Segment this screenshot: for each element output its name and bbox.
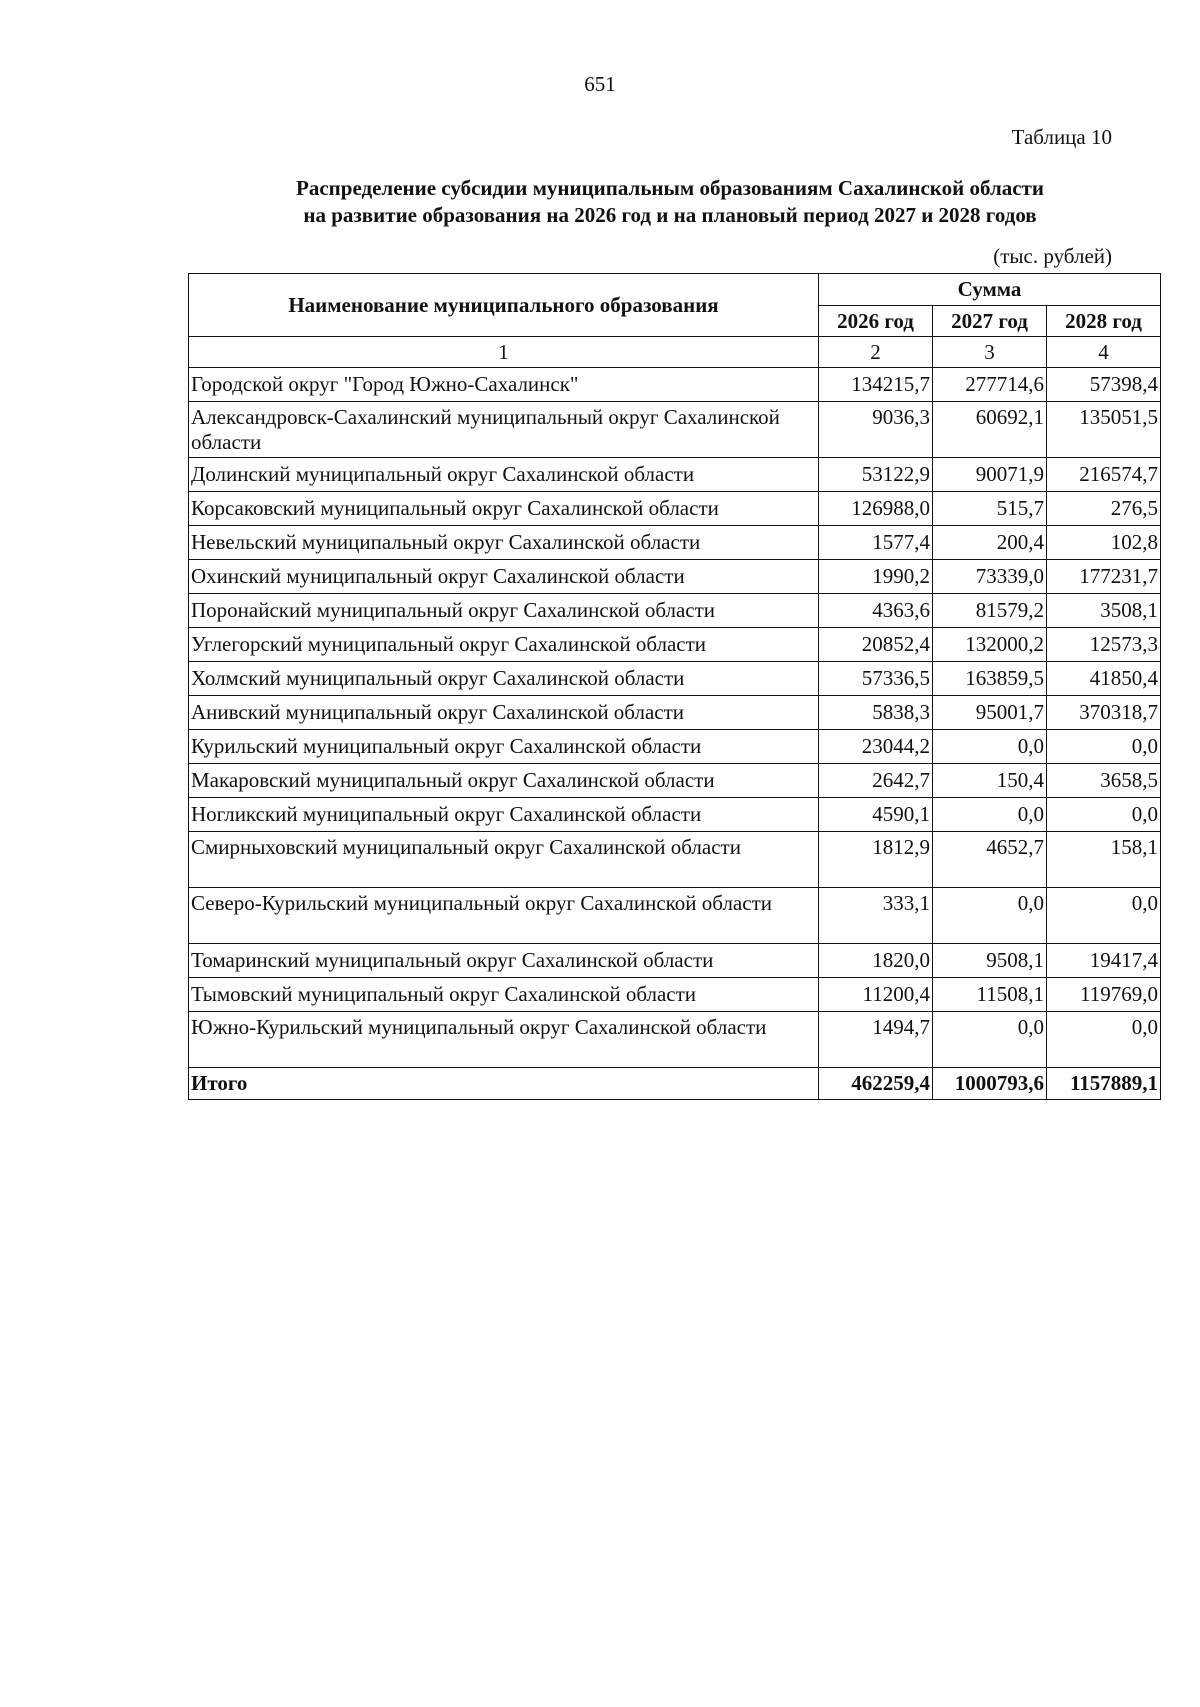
value-2027: 200,4 [933, 526, 1047, 560]
value-2027: 150,4 [933, 764, 1047, 798]
table-row [189, 1012, 1161, 1068]
municipality-name: Александровск-Сахалинский муниципальный округ Сахалинской области [189, 402, 819, 458]
table-body [189, 368, 1161, 1068]
subsidy-table [188, 273, 1161, 1100]
document-title [100, 175, 1200, 229]
value-2026: 4590,1 [819, 798, 933, 832]
total-2028: 1157889,1 [1047, 1068, 1161, 1100]
table-row [189, 402, 1161, 458]
total-label: Итого [189, 1068, 819, 1100]
value-2028: 0,0 [1047, 798, 1161, 832]
municipality-name: Долинский муниципальный округ Сахалинской области [189, 458, 819, 492]
value-2026: 9036,3 [819, 402, 933, 458]
value-2027: 4652,7 [933, 832, 1047, 888]
value-2027: 0,0 [933, 730, 1047, 764]
value-2028: 41850,4 [1047, 662, 1161, 696]
municipality-name: Холмский муниципальный округ Сахалинской области [189, 662, 819, 696]
municipality-name: Южно-Курильский муниципальный округ Сахалинской области [189, 1012, 819, 1068]
column-number: 3 [933, 337, 1047, 368]
value-2027: 95001,7 [933, 696, 1047, 730]
table-row [189, 368, 1161, 402]
column-number-row [189, 337, 1161, 368]
header-year-2027: 2027 год [933, 306, 1047, 337]
value-2028: 370318,7 [1047, 696, 1161, 730]
municipality-name: Смирныховский муниципальный округ Сахалинской области [189, 832, 819, 888]
value-2026: 333,1 [819, 888, 933, 944]
value-2026: 134215,7 [819, 368, 933, 402]
value-2027: 11508,1 [933, 978, 1047, 1012]
value-2027: 90071,9 [933, 458, 1047, 492]
value-2026: 126988,0 [819, 492, 933, 526]
value-2028: 12573,3 [1047, 628, 1161, 662]
total-2026: 462259,4 [819, 1068, 933, 1100]
value-2026: 23044,2 [819, 730, 933, 764]
value-2027: 81579,2 [933, 594, 1047, 628]
value-2027: 163859,5 [933, 662, 1047, 696]
municipality-name: Охинский муниципальный округ Сахалинской области [189, 560, 819, 594]
value-2027: 132000,2 [933, 628, 1047, 662]
header-name-column: Наименование муниципального образования [189, 274, 819, 337]
total-2027: 1000793,6 [933, 1068, 1047, 1100]
table-row [189, 696, 1161, 730]
value-2026: 2642,7 [819, 764, 933, 798]
title-line-2: на развитие образования на 2026 год и на плановый период 2027 и 2028 годов [303, 203, 1037, 227]
municipality-name: Анивский муниципальный округ Сахалинской области [189, 696, 819, 730]
value-2027: 9508,1 [933, 944, 1047, 978]
value-2028: 177231,7 [1047, 560, 1161, 594]
table-row [189, 628, 1161, 662]
table-row [189, 662, 1161, 696]
municipality-name: Городской округ "Город Южно-Сахалинск" [189, 368, 819, 402]
municipality-name: Макаровский муниципальный округ Сахалинской области [189, 764, 819, 798]
value-2027: 0,0 [933, 888, 1047, 944]
table-row [189, 730, 1161, 764]
page-number: 651 [584, 72, 616, 96]
value-2028: 0,0 [1047, 1012, 1161, 1068]
value-2026: 20852,4 [819, 628, 933, 662]
municipality-name: Корсаковский муниципальный округ Сахалинской области [189, 492, 819, 526]
table-row [189, 888, 1161, 944]
table-row [189, 594, 1161, 628]
table-row [189, 944, 1161, 978]
value-2028: 158,1 [1047, 832, 1161, 888]
value-2026: 1820,0 [819, 944, 933, 978]
value-2027: 515,7 [933, 492, 1047, 526]
value-2026: 4363,6 [819, 594, 933, 628]
table-row [189, 526, 1161, 560]
municipality-name: Невельский муниципальный округ Сахалинской области [189, 526, 819, 560]
value-2028: 57398,4 [1047, 368, 1161, 402]
municipality-name: Томаринский муниципальный округ Сахалинской области [189, 944, 819, 978]
table-row [189, 764, 1161, 798]
value-2026: 53122,9 [819, 458, 933, 492]
units-note: (тыс. рублей) [993, 244, 1112, 268]
table-row [189, 798, 1161, 832]
header-year-2028: 2028 год [1047, 306, 1161, 337]
table-row [189, 832, 1161, 888]
header-year-2026: 2026 год [819, 306, 933, 337]
value-2028: 19417,4 [1047, 944, 1161, 978]
municipality-name: Ногликский муниципальный округ Сахалинской области [189, 798, 819, 832]
value-2028: 216574,7 [1047, 458, 1161, 492]
value-2027: 60692,1 [933, 402, 1047, 458]
value-2026: 1494,7 [819, 1012, 933, 1068]
value-2026: 5838,3 [819, 696, 933, 730]
municipality-name: Тымовский муниципальный округ Сахалинской области [189, 978, 819, 1012]
table-row [189, 458, 1161, 492]
value-2027: 0,0 [933, 1012, 1047, 1068]
municipality-name: Углегорский муниципальный округ Сахалинской области [189, 628, 819, 662]
municipality-name: Курильский муниципальный округ Сахалинской области [189, 730, 819, 764]
value-2027: 277714,6 [933, 368, 1047, 402]
value-2027: 0,0 [933, 798, 1047, 832]
value-2026: 1577,4 [819, 526, 933, 560]
value-2026: 11200,4 [819, 978, 933, 1012]
value-2028: 0,0 [1047, 888, 1161, 944]
value-2026: 1812,9 [819, 832, 933, 888]
column-number: 2 [819, 337, 933, 368]
municipality-name: Поронайский муниципальный округ Сахалинской области [189, 594, 819, 628]
value-2027: 73339,0 [933, 560, 1047, 594]
table-row [189, 560, 1161, 594]
table-row [189, 492, 1161, 526]
value-2028: 3658,5 [1047, 764, 1161, 798]
header-sum: Сумма [819, 274, 1161, 306]
total-row [189, 1068, 1161, 1100]
table-row [189, 978, 1161, 1012]
value-2026: 1990,2 [819, 560, 933, 594]
value-2028: 135051,5 [1047, 402, 1161, 458]
value-2028: 3508,1 [1047, 594, 1161, 628]
value-2028: 276,5 [1047, 492, 1161, 526]
column-number: 1 [189, 337, 819, 368]
column-number: 4 [1047, 337, 1161, 368]
value-2026: 57336,5 [819, 662, 933, 696]
value-2028: 119769,0 [1047, 978, 1161, 1012]
value-2028: 0,0 [1047, 730, 1161, 764]
value-2028: 102,8 [1047, 526, 1161, 560]
table-label: Таблица 10 [1011, 125, 1112, 149]
title-line-1: Распределение субсидии муниципальным образованиям Сахалинской области [296, 176, 1044, 200]
municipality-name: Северо-Курильский муниципальный округ Сахалинской области [189, 888, 819, 944]
